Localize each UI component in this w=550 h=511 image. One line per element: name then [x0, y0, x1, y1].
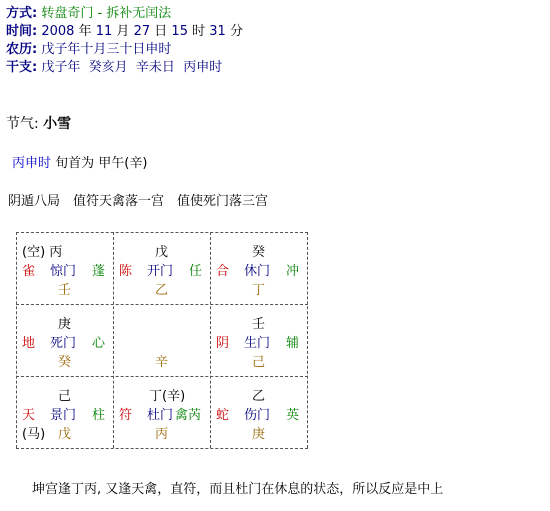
palace-earth-stem: 己 [252, 355, 266, 370]
palace-heaven-stem: 己 [58, 389, 72, 404]
ganzhi-day: 辛未日 [135, 60, 175, 75]
palace-heaven-stem: 乙 [252, 389, 266, 404]
palace-door: 开门 [147, 264, 174, 279]
xunshou-line [12, 152, 147, 171]
palace-door: 休门 [244, 264, 271, 279]
palace-dui [210, 304, 307, 376]
palace-god: 符 [119, 408, 133, 423]
palace-center [113, 304, 210, 376]
palace-door: 伤门 [244, 408, 271, 423]
palace-heaven-stem: (空) 丙 [22, 245, 63, 260]
ganzhi-line [6, 56, 222, 75]
time-min-unit: 分 [229, 24, 243, 39]
palace-heaven-stem: 庚 [58, 317, 72, 332]
time-line [6, 20, 243, 39]
time-year-unit: 年 [78, 24, 92, 39]
palace-star: 柱 [92, 408, 106, 423]
lunar-label: 农历: [6, 42, 38, 57]
palace-star: 禽芮 [175, 408, 202, 423]
palace-star: 任 [189, 264, 203, 279]
palace-heaven-stem: 丁(辛) [149, 389, 186, 404]
palace-star: 心 [92, 336, 106, 351]
jieqi-value: 小雪 [43, 116, 72, 132]
conclusion-text: 坤宫逢丁丙, 又逢天禽，直符，而且杜门在休息的状态，所以反应是中上 [32, 482, 444, 497]
palace-gen [16, 376, 113, 448]
palace-earth-stem: 乙 [155, 283, 169, 298]
palace-earth-stem: 戊 [58, 427, 72, 442]
time-label: 时间: [6, 24, 38, 39]
palace-star: 蓬 [92, 264, 106, 279]
palace-star: 辅 [286, 336, 300, 351]
method-value: 转盘奇门 - 拆补无闰法 [41, 6, 172, 21]
grid-line [16, 448, 308, 449]
xunshou-text: 旬首为 甲午(辛) [55, 156, 148, 171]
palace-earth-stem: 丁 [252, 283, 266, 298]
time-hour: 15 [171, 24, 188, 39]
ganzhi-label: 干支: [6, 60, 38, 75]
palace-heaven-stem: 戊 [155, 245, 169, 260]
method-label: 方式: [6, 6, 38, 21]
palace-god: 雀 [22, 264, 36, 279]
palace-kan [113, 376, 210, 448]
palace-god: 天 [22, 408, 36, 423]
palace-god: 地 [22, 336, 36, 351]
time-day: 27 [133, 24, 151, 39]
time-min: 31 [209, 24, 226, 39]
time-day-unit: 日 [154, 24, 168, 39]
ganzhi-month: 癸亥月 [88, 60, 128, 75]
palace-zhen [16, 304, 113, 376]
palace-earth-stem: 丙 [155, 427, 169, 442]
ju-text: 阴遁八局 值符天禽落一宫 值使死门落三宫 [8, 194, 269, 209]
grid-line [307, 232, 308, 448]
palace-heaven-stem: 壬 [252, 317, 266, 332]
palace-door: 死门 [50, 336, 77, 351]
palace-door: 生门 [244, 336, 271, 351]
method-line [6, 2, 171, 21]
palace-door: 景门 [50, 408, 77, 423]
ganzhi-year: 戊子年 [41, 60, 81, 75]
palace-god: 阴 [216, 336, 230, 351]
palace-earth-stem: 癸 [58, 355, 72, 370]
palace-star: 冲 [286, 264, 300, 279]
palace-door: 杜门 [147, 408, 174, 423]
jieqi-label: 节气: [6, 116, 39, 132]
jieqi-line [6, 113, 71, 133]
palace-god: 蛇 [216, 408, 230, 423]
ganzhi-hour: 丙申时 [183, 60, 223, 75]
nine-palace-grid [16, 232, 308, 448]
time-month: 11 [95, 24, 113, 39]
palace-earth-stem: 庚 [252, 427, 266, 442]
lunar-value: 戊子年十月三十日申时 [41, 42, 172, 57]
palace-li [113, 232, 210, 304]
palace-earth-stem: 辛 [155, 355, 169, 370]
palace-qian [210, 376, 307, 448]
lunar-line [6, 38, 171, 57]
time-hour-unit: 时 [192, 24, 206, 39]
palace-star: 英 [286, 408, 300, 423]
palace-god: 合 [216, 264, 230, 279]
palace-god: 陈 [119, 264, 133, 279]
ju-line [8, 190, 268, 209]
time-year: 2008 [41, 24, 75, 39]
palace-earth-stem: 壬 [58, 283, 72, 298]
palace-kun [210, 232, 307, 304]
palace-door: 惊门 [50, 264, 77, 279]
palace-xun [16, 232, 113, 304]
xunshou-hour: 丙申时 [12, 156, 52, 171]
palace-heaven-stem: 癸 [252, 245, 266, 260]
palace-horse-marker: (马) [22, 427, 46, 442]
time-month-unit: 月 [116, 24, 130, 39]
